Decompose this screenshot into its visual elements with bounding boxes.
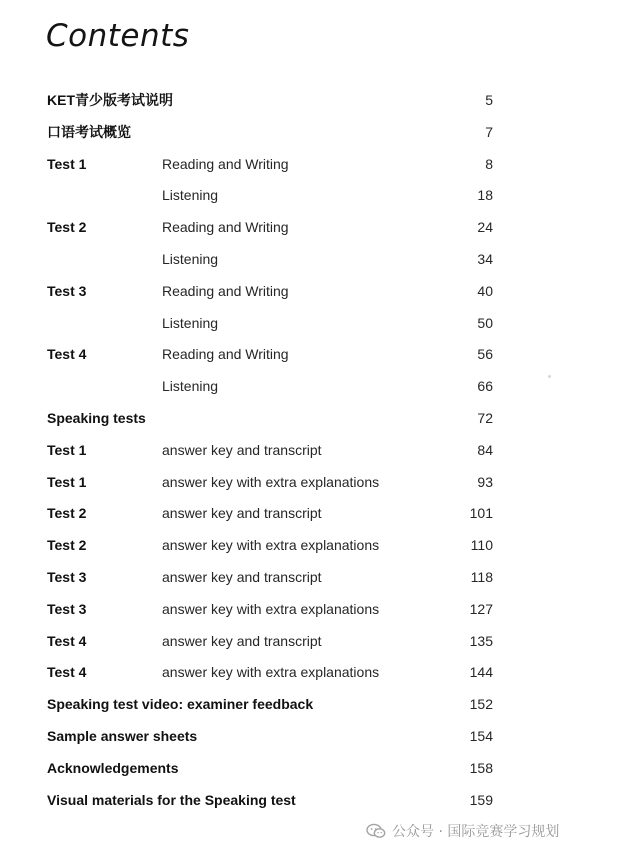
toc-section-label: Sample answer sheets	[47, 727, 198, 744]
toc-page-number: 34	[477, 250, 493, 267]
toc-section-label: Test 3	[47, 282, 87, 299]
toc-row	[0, 275, 627, 307]
toc-subsection-label: Reading and Writing	[162, 219, 289, 236]
toc-row	[0, 784, 627, 816]
toc-page-number: 127	[469, 600, 493, 617]
toc-subsection-label: answer key with extra explanations	[162, 600, 380, 617]
page-title: Contents	[46, 18, 190, 54]
toc-page-number: 24	[477, 219, 493, 236]
toc-section-label: Test 4	[47, 346, 87, 363]
toc-row	[0, 148, 627, 180]
toc-row	[0, 656, 627, 688]
toc-row	[0, 243, 627, 275]
toc-row	[0, 370, 627, 402]
toc-page-number: 72	[477, 409, 493, 426]
toc-page-number: 101	[469, 505, 493, 522]
toc-row	[0, 402, 627, 434]
toc-section-label: Test 4	[47, 632, 87, 649]
toc-section-label: Test 3	[47, 568, 87, 585]
toc-section-label: Test 3	[47, 600, 87, 617]
toc-row	[0, 497, 627, 529]
toc-section-label: Test 4	[47, 664, 87, 681]
toc-page-number: 154	[469, 727, 493, 744]
toc-page-number: 40	[477, 282, 493, 299]
toc-subsection-label: Listening	[162, 187, 219, 204]
toc-row	[0, 84, 627, 116]
toc-page-number: 152	[469, 696, 493, 713]
toc-row	[0, 338, 627, 370]
toc-section-label: Speaking tests	[47, 409, 146, 426]
toc-section-label: Test 1	[47, 473, 87, 490]
toc-section-label: Test 2	[47, 537, 87, 554]
toc-subsection-label: Listening	[162, 378, 219, 395]
toc-page-number: 135	[469, 632, 493, 649]
toc-page-number: 8	[485, 155, 493, 172]
toc-row	[0, 211, 627, 243]
toc-subsection-label: Reading and Writing	[162, 346, 289, 363]
toc-subsection-label: answer key and transcript	[162, 505, 322, 522]
toc-subsection-label: answer key with extra explanations	[162, 473, 380, 490]
toc-page-number: 118	[470, 568, 493, 585]
toc-row	[0, 688, 627, 720]
table-of-contents	[0, 84, 627, 815]
toc-section-label: Acknowledgements	[47, 759, 179, 776]
toc-page-number: 84	[477, 441, 493, 458]
toc-subsection-label: Reading and Writing	[162, 282, 289, 299]
toc-subsection-label: answer key and transcript	[162, 441, 322, 458]
toc-page-number: 7	[485, 123, 493, 140]
toc-section-label: 口语考试概览	[47, 123, 131, 140]
toc-section-label: Test 1	[47, 155, 87, 172]
toc-section-label: Speaking test video: examiner feedback	[47, 696, 314, 713]
toc-page-number: 50	[477, 314, 493, 331]
toc-row	[0, 561, 627, 593]
toc-section-label: Test 2	[47, 505, 87, 522]
toc-row	[0, 307, 627, 339]
toc-subsection-label: Reading and Writing	[162, 155, 289, 172]
toc-page-number: 110	[470, 537, 493, 554]
toc-subsection-label: answer key and transcript	[162, 632, 322, 649]
watermark	[366, 821, 559, 841]
toc-page-number: 18	[477, 187, 493, 204]
toc-row	[0, 529, 627, 561]
toc-subsection-label: Listening	[162, 314, 219, 331]
toc-page-number: 158	[469, 759, 493, 776]
toc-subsection-label: Listening	[162, 250, 219, 267]
toc-row	[0, 434, 627, 466]
toc-page-number: 56	[477, 346, 493, 363]
toc-row	[0, 752, 627, 784]
toc-subsection-label: answer key with extra explanations	[162, 537, 380, 554]
toc-row	[0, 720, 627, 752]
toc-row	[0, 466, 627, 498]
toc-page-number: 144	[469, 664, 493, 681]
toc-page-number: 5	[485, 92, 493, 108]
toc-section-label: Visual materials for the Speaking test	[47, 791, 296, 808]
toc-section-label: KET青少版考试说明	[47, 92, 173, 108]
scan-speck	[548, 375, 551, 378]
toc-page-number: 66	[477, 378, 493, 395]
toc-row	[0, 179, 627, 211]
toc-subsection-label: answer key with extra explanations	[162, 664, 380, 681]
toc-row	[0, 625, 627, 657]
watermark-text: 公众号 · 国际竞赛学习规划	[392, 824, 560, 840]
wechat-icon	[366, 823, 386, 839]
toc-section-label: Test 1	[47, 441, 87, 458]
toc-row	[0, 593, 627, 625]
toc-section-label: Test 2	[47, 219, 87, 236]
toc-subsection-label: answer key and transcript	[162, 568, 322, 585]
toc-page-number: 93	[477, 473, 493, 490]
toc-page-number: 159	[469, 791, 493, 808]
toc-row	[0, 116, 627, 148]
